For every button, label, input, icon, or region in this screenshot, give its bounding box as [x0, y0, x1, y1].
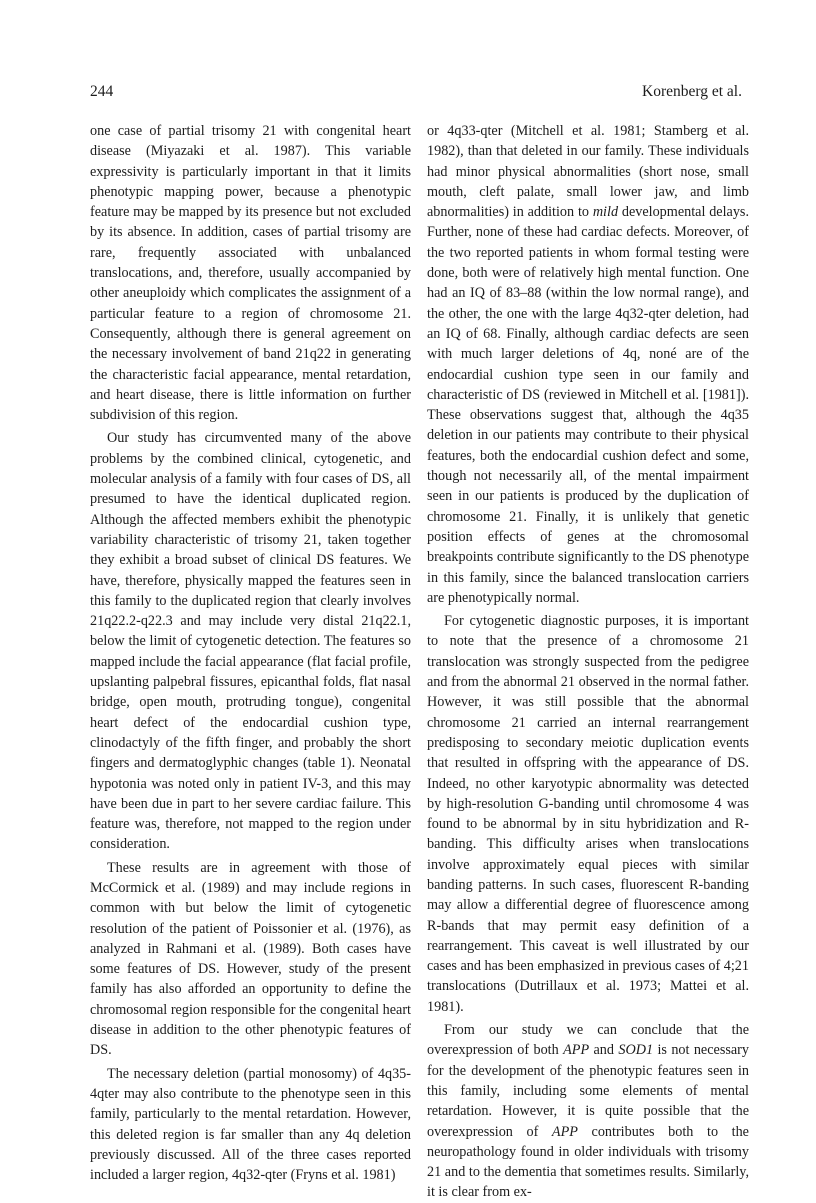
- paragraph: [427, 121, 749, 608]
- page-number: 244: [90, 83, 114, 100]
- text-run: contributes both to the neuropathology found in older individuals with trisomy 21 and to the dementia that sometimes results. Similarly, it is clear from ex-: [427, 1123, 749, 1201]
- text-run: or 4q33-qter (Mitchell et al. 1981; Stamberg et al. 1982), than that deleted in our family. These individuals had minor physical abnormalities (short nose, small mouth, cleft palate, small lower jaw, and limb abnormalities) in addition to: [427, 123, 749, 221]
- text-run: From our study we can conclude that the overexpression of both: [427, 1022, 749, 1059]
- left-column: [90, 121, 411, 1185]
- text-run: and: [589, 1042, 619, 1059]
- emphasis: mild: [592, 204, 619, 221]
- running-head: Korenberg et al.: [642, 83, 742, 100]
- text-run: is not necessary for the development of the phenotypic features seen in this family, including some elements of mental retardation. However, it is quite possible that the overexpression of: [427, 1042, 749, 1140]
- text-run: developmental delays. Further, none of these had cardiac defects. Moreover, of the two reported patients in whom formal testing were done, both were of relatively high mental function. One had an IQ of 83–88 (within the low normal range), and the other, the one with the large 4q32-qter deletion, had an IQ of 68. Finally, although cardiac defects are seen with much larger deletions of 4q, noné are of the endocardial cushion type seen in our family and characteristic of DS (reviewed in Mitchell et al. [1981]). These observations suggest that, although the 4q35 deletion in our patients may contribute to their physical features, both the endocardial cushion defect and some, though not necessarily all, of the mental impairment seen in our patients is produced by the duplication of chromosome 21. Finally, it is unlikely that genetic position effects of genes at the chromosomal breakpoints contribute significantly to the DS phenotype in this family, since the balanced translocation carriers are phenotypically normal.: [427, 204, 750, 606]
- gene-name: APP: [563, 1042, 590, 1059]
- paragraph: one case of partial trisomy 21 with congenital heart disease (Miyazaki et al. 1987). This variable expressivity is particularly important in that it limits phenotypic mapping power, because a phenotypic feature may be mapped by its presence but not excluded by its absence. In addition, cases of partial trisomy are rare, frequently associated with unbalanced translocations, and, therefore, usually accompanied by other aneuploidy which complicates the assignment of a particular feature to a region of chromosome 21. Consequently, although there is general agreement on the necessary involvement of band 21q22 in generating the characteristic facial appearance, mental retardation, and heart disease, there is little information on further subdivision of this region.: [90, 123, 411, 424]
- gene-name: SOD1: [618, 1042, 654, 1059]
- right-column: [427, 121, 749, 1203]
- paragraph: For cytogenetic diagnostic purposes, it is important to note that the presence of a chromosome 21 translocation was strongly suspected from the pedigree and from the abnormal 21 observed in the normal father. However, it was still possible that the abnormal chromosome 21 carried an internal rearrangement predisposing to secondary meiotic duplication events that resulted in offspring with the appearance of DS. Indeed, no other karyotypic abnormality was detected by high-resolution G-banding until chromosome 4 was found to be abnormal by in situ hybridization and R-banding. This difficulty arises when translocations involve approximately equal pieces with similar banding patterns. In such cases, fluorescent R-banding may allow a differential degree of fluorescence among R-bands that may permit easy definition of a rearrangement. This caveat is well illustrated by our cases and has been emphasized in previous cases of 4;21 translocations (Dutrillaux et al. 1973; Mattei et al. 1981).: [427, 613, 749, 1015]
- paragraph: The necessary deletion (partial monosomy) of 4q35-4qter may also contribute to the phenotype seen in this family, particularly to the mental retardation. However, this deleted region is far smaller than any 4q deletion previously discussed. All of the three cases reported included a larger region, 4q32-qter (Fryns et al. 1981): [90, 1065, 411, 1184]
- paragraph: [427, 1020, 749, 1203]
- paragraph: Our study has circumvented many of the above problems by the combined clinical, cytogenetic, and molecular analysis of a family with four cases of DS, all presumed to have the identical duplicated region. Although the affected members exhibit the phenotypic variability characteristic of trisomy 21, taken together they exhibit a broad subset of clinical DS features. We have, therefore, physically mapped the features seen in this family to the duplicated region that clearly involves 21q22.2-q22.3 and may include very distal 21q22.1, below the limit of cytogenetic detection. The features so mapped include the facial appearance (flat facial profile, upslanting palpebral fissures, epicanthal folds, flat nasal bridge, open mouth, protruding tongue), congenital heart defect of the endocardial cushion type, clinodactyly of the fifth finger, and probably the short fingers and dermatoglyphic changes (table 1). Neonatal hypotonia was noted only in patient IV-3, and this may have been due in part to her severe cardiac failure. This feature was, therefore, not mapped to the region under consideration.: [90, 430, 411, 853]
- gene-name: APP: [551, 1123, 578, 1140]
- paragraph: These results are in agreement with those of McCormick et al. (1989) and may include regions in common with but below the limit of cytogenetic resolution of the patient of Poissonier et al. (1976), as analyzed in Rahmani et al. (1989). Both cases have some features of DS. However, study of the present family has also afforded an opportunity to define the chromosomal region responsible for the congenital heart disease in addition to the other phenotypic features of DS.: [90, 859, 411, 1059]
